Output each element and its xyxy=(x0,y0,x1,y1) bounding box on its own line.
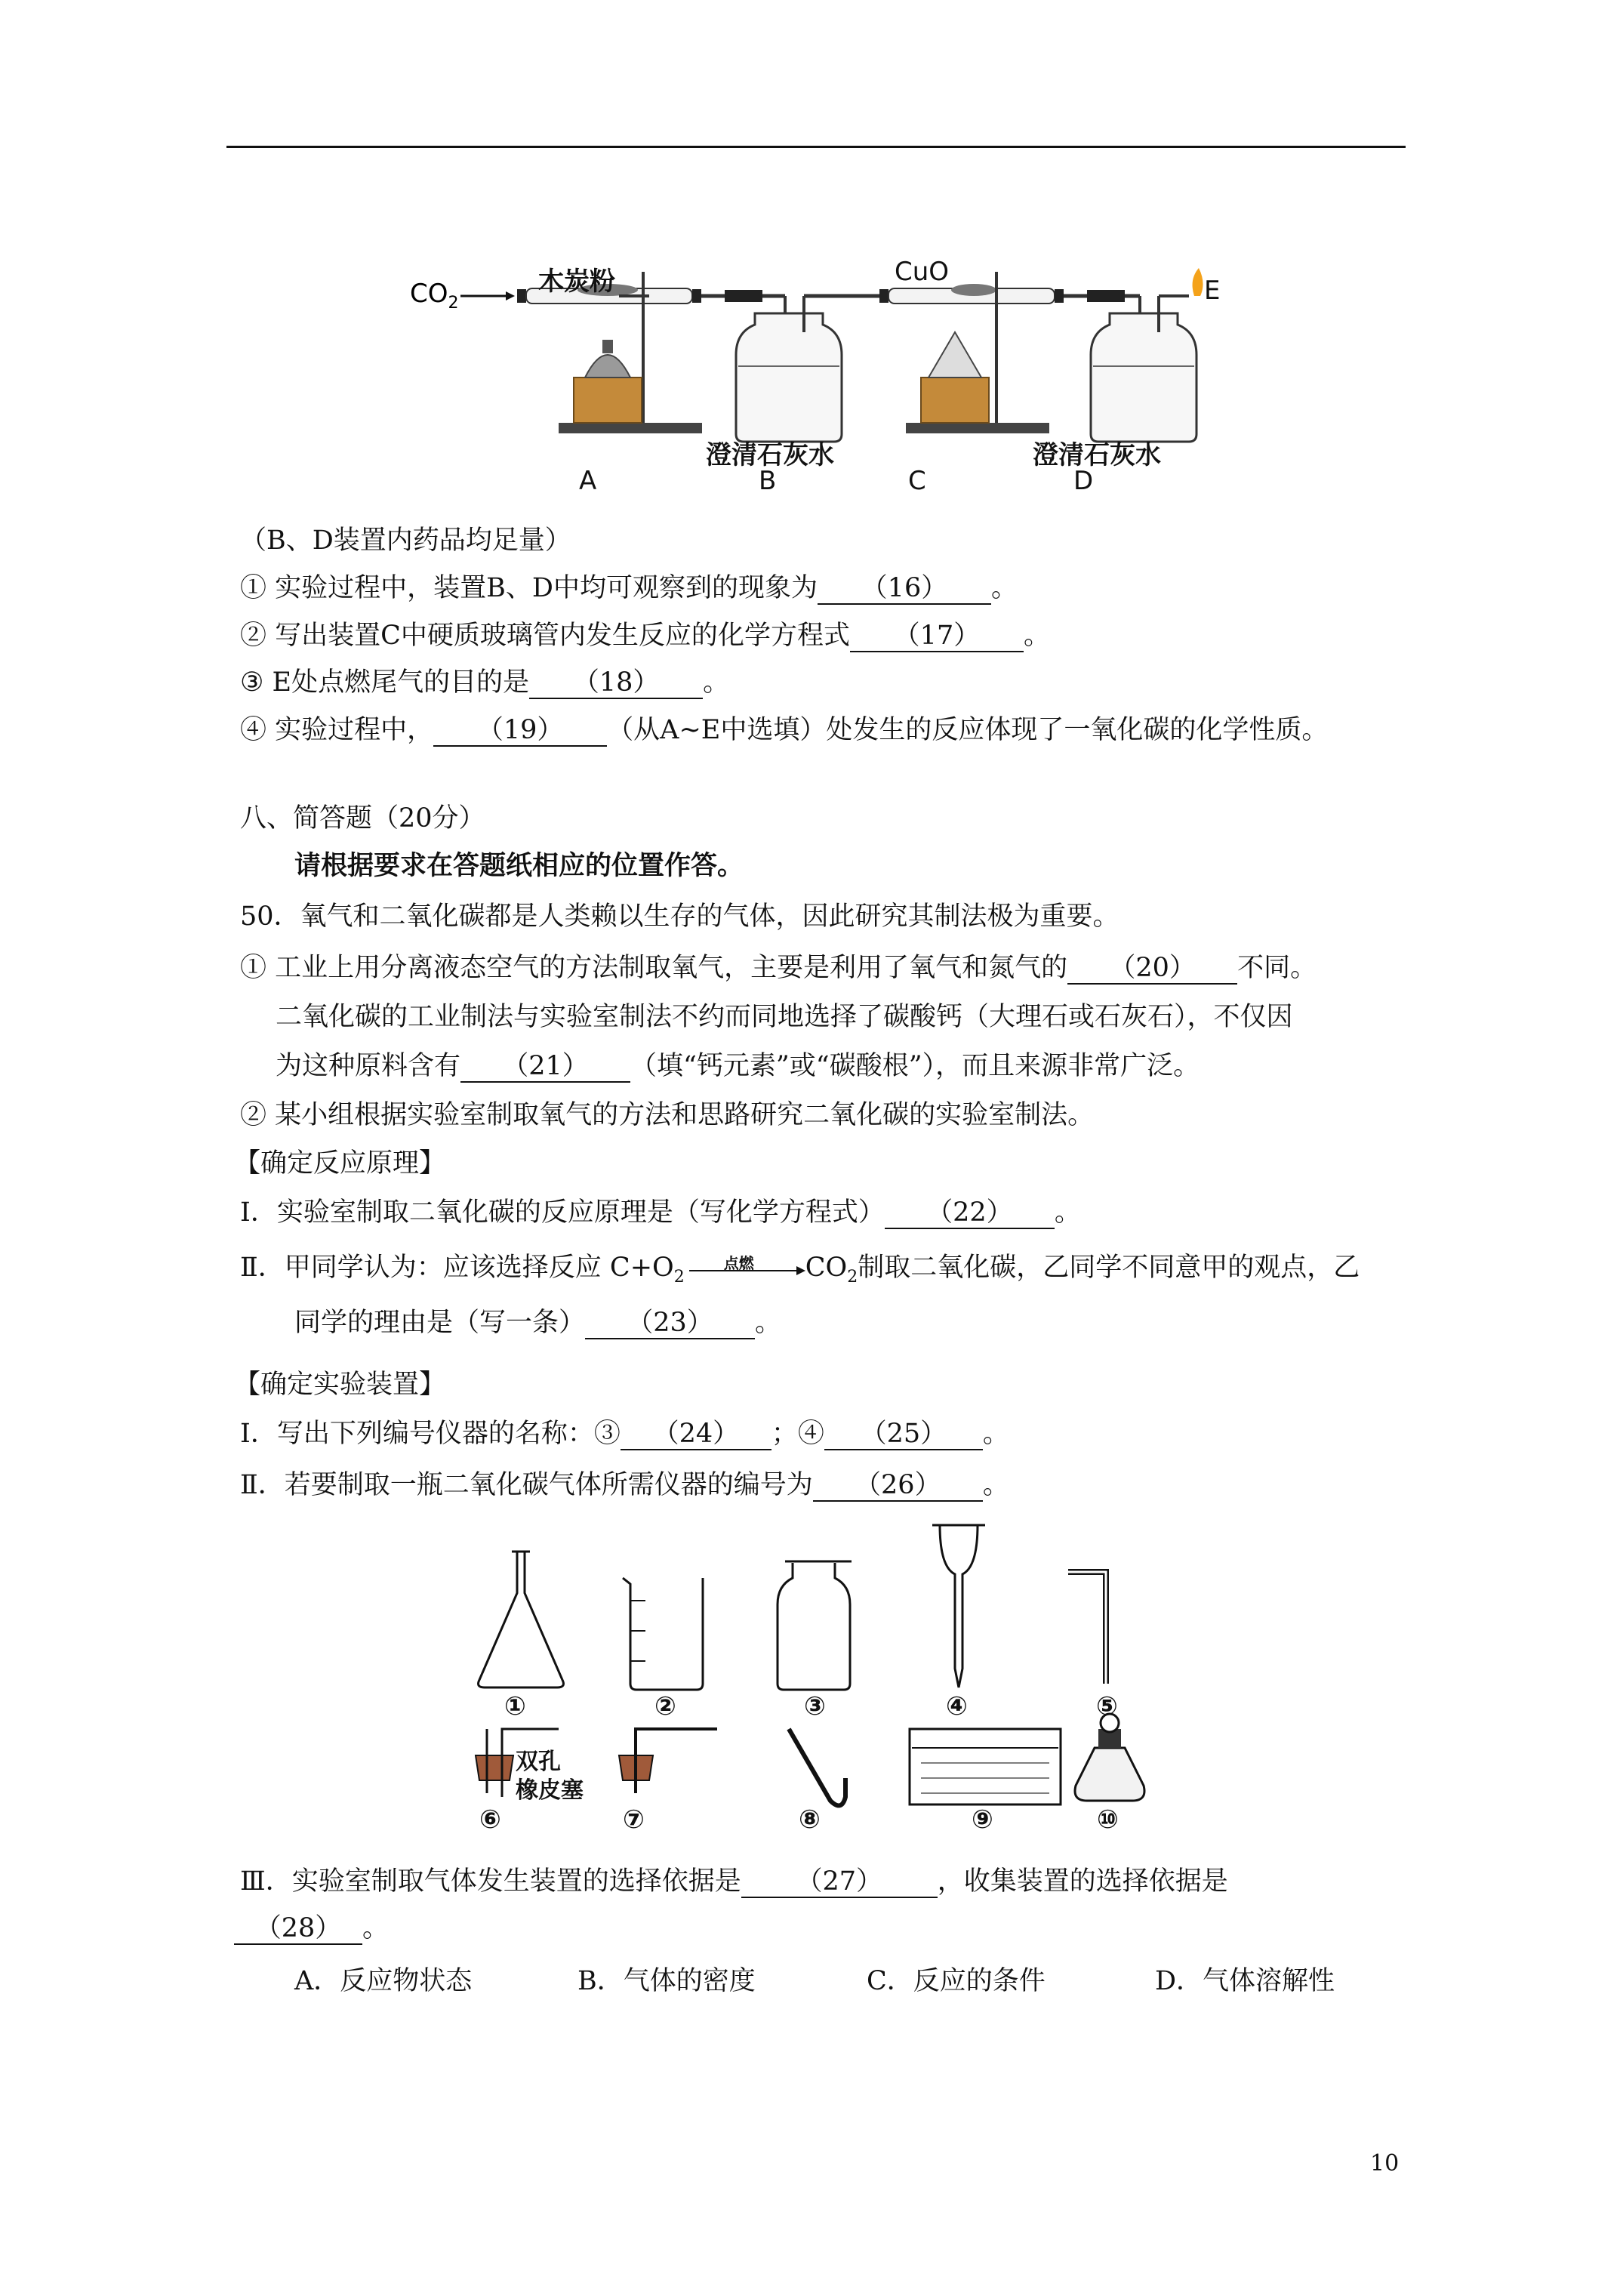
j-tube-icon xyxy=(789,1729,845,1805)
blank-25: （25） xyxy=(824,1419,983,1450)
letter-a: A xyxy=(579,466,597,496)
number-5: ⑤ xyxy=(1096,1691,1118,1721)
number-9: ⑨ xyxy=(972,1804,993,1835)
option-d: D．气体溶解性 xyxy=(1155,1966,1335,1996)
item-mark: ② xyxy=(240,621,267,651)
letter-c: C xyxy=(908,466,926,496)
water-trough-icon xyxy=(910,1729,1061,1804)
blank-21: （21） xyxy=(460,1051,630,1083)
option-b: B．气体的密度 xyxy=(577,1966,756,1996)
funnel-icon xyxy=(932,1525,985,1687)
stopper-label-2: 橡皮塞 xyxy=(516,1777,584,1804)
q49-item-2: ② 写出装置C中硬质玻璃管内发生反应的化学方程式 （17） 。 xyxy=(240,621,1050,651)
apparatus-2: Ⅱ．若要制取一瓶二氧化碳气体所需仪器的编号为 （26） 。 xyxy=(240,1470,1009,1500)
bottle-d xyxy=(1091,313,1196,442)
item-mark: ① xyxy=(240,573,267,603)
blank-20: （20） xyxy=(1067,953,1237,985)
alcohol-lamp-icon xyxy=(1075,1714,1144,1801)
option-a: A．反应物状态 xyxy=(294,1966,473,1996)
principle-2-line2: 同学的理由是（写一条） （23） 。 xyxy=(294,1308,782,1338)
section-instruction: 请根据要求在答题纸相应的位置作答。 xyxy=(294,850,744,881)
number-7: ⑦ xyxy=(623,1804,645,1835)
apparatus-3-line2: （28） 。 xyxy=(234,1910,389,1946)
co2-label: $CO_2$ xyxy=(410,279,459,313)
stand-base-a xyxy=(559,423,702,433)
apparatus-diagram xyxy=(393,242,1223,513)
q49-item-4: ④ 实验过程中， （19） （从A~E中选填）处发生的反应体现了一氧化碳的化学性质。 xyxy=(240,715,1329,745)
number-1: ① xyxy=(504,1691,526,1721)
one-hole-stopper-icon xyxy=(619,1729,717,1793)
limewater-b-label: 澄清石灰水 xyxy=(706,440,834,470)
number-2: ② xyxy=(654,1691,676,1721)
q49-note: （B、D装置内药品均足量） xyxy=(240,525,571,556)
wooden-block-a xyxy=(574,378,642,423)
blank-16: （16） xyxy=(818,573,991,605)
charcoal-label: 木炭粉 xyxy=(538,267,615,297)
heading-reaction-principle: 【确定反应原理】 xyxy=(234,1148,446,1179)
letter-b: B xyxy=(759,466,777,496)
blank-23: （23） xyxy=(585,1308,755,1339)
q50-part1-line3: 为这种原料含有 （21） （填“钙元素”或“碳酸根”），而且来源非常广泛。 xyxy=(276,1051,1200,1081)
blank-24: （24） xyxy=(621,1419,771,1450)
item-mark: ③ xyxy=(240,667,264,698)
principle-1: Ⅰ．实验室制取二氧化碳的反应原理是（写化学方程式） （22） 。 xyxy=(240,1197,1081,1228)
apparatus-3: Ⅲ．实验室制取气体发生装置的选择依据是 （27） ，收集装置的选择依据是 xyxy=(240,1866,1228,1897)
q49-item-3: ③ E处点燃尾气的目的是 （18） 。 xyxy=(240,667,730,698)
letter-d: D xyxy=(1073,466,1094,496)
number-3: ③ xyxy=(804,1691,826,1721)
option-c: C．反应的条件 xyxy=(867,1966,1046,1996)
reaction-arrow: 点燃 xyxy=(685,1254,805,1284)
section-title: 八、简答题（20分） xyxy=(240,803,485,834)
blank-17: （17） xyxy=(850,621,1024,652)
number-10: ⑩ xyxy=(1097,1804,1119,1835)
blank-18: （18） xyxy=(529,667,703,699)
conical-flask-icon xyxy=(479,1552,564,1687)
limewater-d-label: 澄清石灰水 xyxy=(1033,440,1161,470)
heading-apparatus: 【确定实验装置】 xyxy=(234,1370,446,1400)
apparatus-1: Ⅰ．写出下列编号仪器的名称：③ （24） ；④ （25） 。 xyxy=(240,1419,1009,1449)
gas-jar-icon xyxy=(778,1561,852,1690)
blank-19: （19） xyxy=(433,715,607,747)
blank-27: （27） xyxy=(741,1866,938,1898)
item-mark: ④ xyxy=(240,715,267,745)
cuo-powder xyxy=(951,284,996,296)
bent-tube-icon xyxy=(1068,1572,1106,1684)
number-4: ④ xyxy=(946,1691,968,1721)
blank-22: （22） xyxy=(885,1197,1055,1229)
header-rule xyxy=(226,146,1406,148)
principle-2: Ⅱ．甲同学认为：应该选择反应 $C+O_2$ 点燃 $CO_2$制取二氧化碳，乙同学不同意甲的观点，乙 xyxy=(240,1253,1360,1287)
cuo-label: CuO xyxy=(895,257,950,287)
stopper-label-1: 双孔 xyxy=(516,1749,561,1775)
bottle-b xyxy=(736,313,842,442)
number-6: ⑥ xyxy=(479,1804,501,1835)
instruments-figure xyxy=(468,1502,1170,1857)
beaker-icon xyxy=(623,1578,703,1690)
alcohol-lamp-c xyxy=(929,332,981,378)
page-number: 10 xyxy=(1370,2150,1400,2177)
flame-icon xyxy=(1193,268,1203,296)
number-8: ⑧ xyxy=(799,1804,821,1835)
alcohol-lamp-a xyxy=(585,355,630,378)
blank-28: （28） xyxy=(234,1913,362,1945)
q49-item-1: ① 实验过程中，装置B、D中均可观察到的现象为 （16） 。 xyxy=(240,573,1018,603)
blank-26: （26） xyxy=(813,1470,983,1502)
q50-part1-line2: 二氧化碳的工业制法与实验室制法不约而同地选择了碳酸钙（大理石或石灰石），不仅因 xyxy=(276,1002,1293,1032)
q50-part2: ② 某小组根据实验室制取氧气的方法和思路研究二氧化碳的实验室制法。 xyxy=(240,1100,1095,1130)
e-label: E xyxy=(1204,276,1221,306)
q50-stem: 50．氧气和二氧化碳都是人类赖以生存的气体，因此研究其制法极为重要。 xyxy=(240,901,1119,932)
apparatus-figure xyxy=(393,242,1223,513)
q50-part1-line1: ① 工业上用分离液态空气的方法制取氧气，主要是利用了氧气和氮气的 （20） 不同。 xyxy=(240,953,1317,983)
